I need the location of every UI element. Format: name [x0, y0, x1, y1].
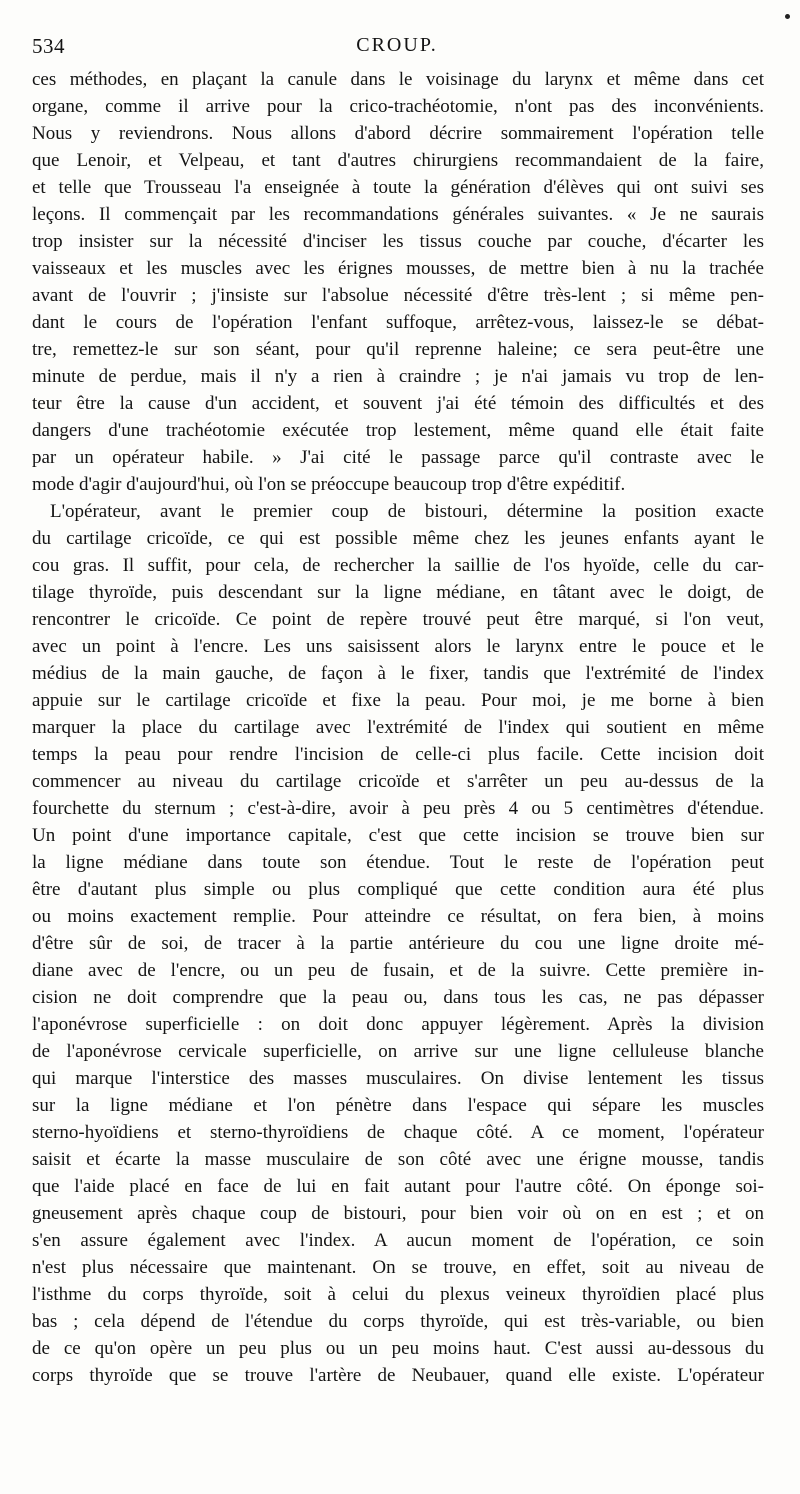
text-line: commencer au niveau du cartilage cricoïde et s'arrêter un peu au-dessus de la — [32, 771, 764, 792]
text-line: teur être la cause d'un accident, et souvent j'ai été témoin des difficultés et des — [32, 393, 764, 414]
text-line: médius de la main gauche, de façon à le fixer, tandis que l'extrémité de l'index — [32, 663, 764, 684]
text-line: d'être sûr de soi, de tracer à la partie antérieure du cou une ligne droite mé- — [32, 933, 764, 954]
text-line: cou gras. Il suffit, pour cela, de rechercher la saillie de l'os hyoïde, celle du car- — [32, 555, 764, 576]
text-line: tre, remettez-le sur son séant, pour qu'il reprenne haleine; ce sera peut-être une — [32, 339, 764, 360]
text-line: que Lenoir, et Velpeau, et tant d'autres chirurgiens recommandaient de la faire, — [32, 150, 764, 171]
text-line: la ligne médiane dans toute son étendue. Tout le reste de l'opération peut — [32, 852, 764, 873]
body-text — [32, 66, 764, 1389]
text-line: l'aponévrose superficielle : on doit donc appuyer légèrement. Après la division — [32, 1014, 764, 1035]
text-line: de l'aponévrose cervicale superficielle, on arrive sur une ligne celluleuse blanche — [32, 1041, 764, 1062]
text-line: organe, comme il arrive pour la crico-trachéotomie, n'ont pas des inconvénients. — [32, 96, 764, 117]
text-line: rencontrer le cricoïde. Ce point de repère trouvé peut être marqué, si l'on veut, — [32, 609, 764, 630]
text-line: vaisseaux et les muscles avec les érignes mousses, de mettre bien à nu la trachée — [32, 258, 764, 279]
text-line: gneusement après chaque coup de bistouri, pour bien voir où on en est ; et on — [32, 1203, 764, 1224]
text-line: leçons. Il commençait par les recommandations générales suivantes. « Je ne saurais — [32, 204, 764, 225]
text-line: de ce qu'on opère un peu plus ou un peu moins haut. C'est aussi au-dessous du — [32, 1338, 764, 1359]
text-line: par un opérateur habile. » J'ai cité le passage parce qu'il contraste avec le — [32, 447, 764, 468]
text-line: sterno-hyoïdiens et sterno-thyroïdiens de chaque côté. A ce moment, l'opérateur — [32, 1122, 764, 1143]
text-line: corps thyroïde que se trouve l'artère de Neubauer, quand elle existe. L'opérateur — [32, 1365, 764, 1386]
text-line: trop insister sur la nécessité d'inciser les tissus couche par couche, d'écarter les — [32, 231, 764, 252]
text-line: ces méthodes, en plaçant la canule dans le voisinage du larynx et même dans cet — [32, 69, 764, 90]
text-line: tilage thyroïde, puis descendant sur la ligne médiane, en tâtant avec le doigt, de — [32, 582, 764, 603]
text-line: dangers d'une trachéotomie exécutée trop lestement, même quand elle était faite — [32, 420, 764, 441]
text-line: qui marque l'interstice des masses musculaires. On divise lentement les tissus — [32, 1068, 764, 1089]
text-line: Un point d'une importance capitale, c'est que cette incision se trouve bien sur — [32, 825, 764, 846]
text-line: n'est plus nécessaire que maintenant. On se trouve, en effet, soit au niveau de — [32, 1257, 764, 1278]
text-line: du cartilage cricoïde, ce qui est possible même chez les jeunes enfants ayant le — [32, 528, 764, 549]
text-line: bas ; cela dépend de l'étendue du corps thyroïde, qui est très-variable, ou bien — [32, 1311, 764, 1332]
text-line: saisit et écarte la masse musculaire de son côté avec une érigne mousse, tandis — [32, 1149, 764, 1170]
page-header — [32, 30, 762, 60]
margin-speck — [785, 14, 790, 19]
text-line: diane avec de l'encre, ou un peu de fusain, et de la suivre. Cette première in- — [32, 960, 764, 981]
text-line: être d'autant plus simple ou plus compliqué que cette condition aura été plus — [32, 879, 764, 900]
text-line: cision ne doit comprendre que la peau ou, dans tous les cas, ne pas dépasser — [32, 987, 764, 1008]
text-line: dant le cours de l'opération l'enfant suffoque, arrêtez-vous, laissez-le se débat- — [32, 312, 764, 333]
text-line: appuie sur le cartilage cricoïde et fixe la peau. Pour moi, je me borne à bien — [32, 690, 764, 711]
text-line: mode d'agir d'aujourd'hui, où l'on se préoccupe beaucoup trop d'être expéditif. — [32, 474, 626, 495]
text-line: temps la peau pour rendre l'incision de celle-ci plus facile. Cette incision doit — [32, 744, 764, 765]
text-line: L'opérateur, avant le premier coup de bistouri, détermine la position exacte — [50, 501, 764, 522]
text-line: marquer la place du cartilage avec l'extrémité de l'index qui soutient en même — [32, 717, 764, 738]
text-line: avec un point à l'encre. Les uns saisissent alors le larynx entre le pouce et le — [32, 636, 764, 657]
text-line: et telle que Trousseau l'a enseignée à toute la génération d'élèves qui ont suivi ses — [32, 177, 764, 198]
text-line: s'en assure également avec l'index. A aucun moment de l'opération, ce soin — [32, 1230, 764, 1251]
text-line: sur la ligne médiane et l'on pénètre dans l'espace qui sépare les muscles — [32, 1095, 764, 1116]
text-line: Nous y reviendrons. Nous allons d'abord décrire sommairement l'opération telle — [32, 123, 764, 144]
text-line: minute de perdue, mais il n'y a rien à craindre ; je n'ai jamais vu trop de len- — [32, 366, 764, 387]
text-line: que l'aide placé en face de lui en fait autant pour l'autre côté. On éponge soi- — [32, 1176, 764, 1197]
page-number: 534 — [32, 34, 65, 58]
text-line: avant de l'ouvrir ; j'insiste sur l'absolue nécessité d'être très-lent ; si même pen- — [32, 285, 764, 306]
text-line: l'isthme du corps thyroïde, soit à celui du plexus veineux thyroïdien placé plus — [32, 1284, 764, 1305]
text-line: ou moins exactement remplie. Pour atteindre ce résultat, on fera bien, à moins — [32, 906, 764, 927]
running-title: CROUP. — [356, 34, 438, 56]
text-line: fourchette du sternum ; c'est-à-dire, avoir à peu près 4 ou 5 centimètres d'étendue. — [32, 798, 764, 819]
